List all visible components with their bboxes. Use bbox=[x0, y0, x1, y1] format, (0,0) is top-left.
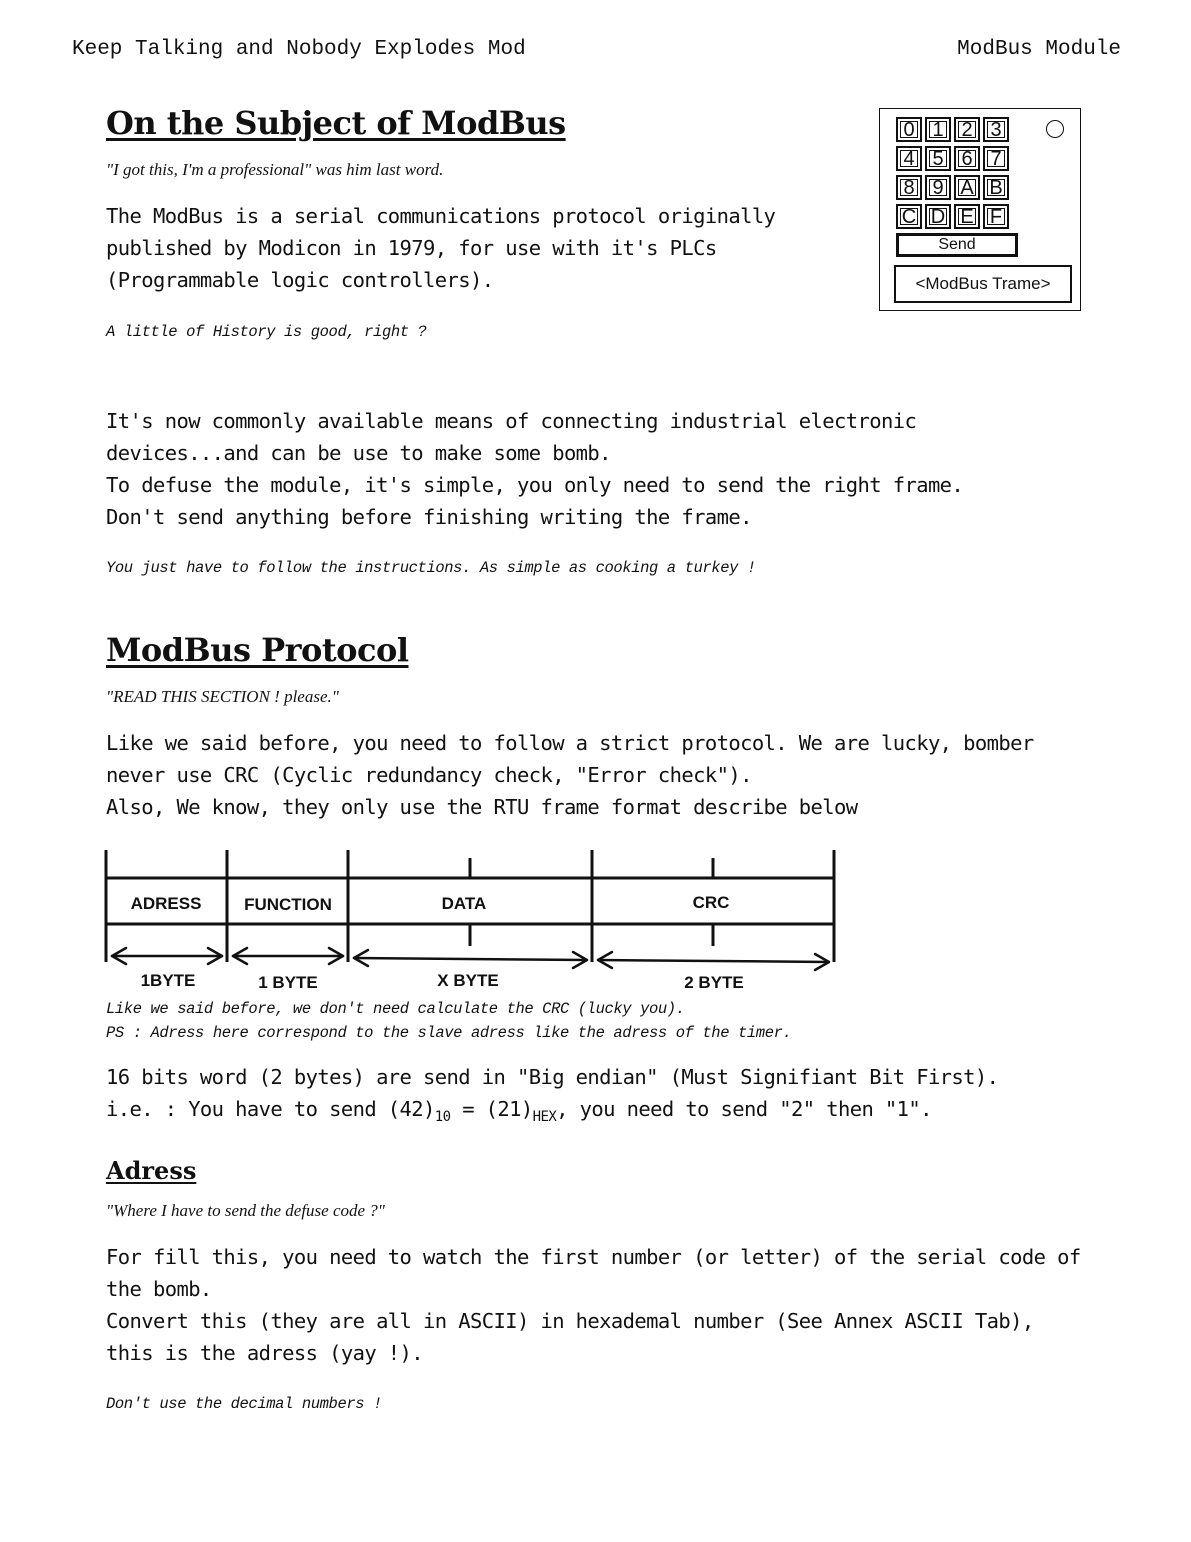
example-middle: = (21) bbox=[450, 1097, 533, 1121]
endian-line: 16 bits word (2 bytes) are send in "Big endian" (Must Signifiant Bit First). bbox=[106, 1065, 999, 1089]
section1-title: On the Subject of ModBus bbox=[106, 104, 566, 142]
key-7[interactable]: 7 bbox=[983, 146, 1009, 171]
key-b[interactable]: B bbox=[983, 175, 1009, 200]
note-line: You just have to follow the instructions. As simple as cooking a turkey ! bbox=[106, 559, 756, 577]
subscript-10: 10 bbox=[434, 1109, 451, 1126]
text-line: never use CRC (Cyclic redundancy check, "Error check"). bbox=[106, 763, 752, 787]
arrow-adress-icon bbox=[112, 948, 222, 964]
text-line: For fill this, you need to watch the first number (or letter) of the serial code of bbox=[106, 1245, 1081, 1269]
text-line: Also, We know, they only use the RTU frame format describe below bbox=[106, 795, 858, 819]
size-function: 1 BYTE bbox=[258, 973, 318, 992]
section2-endian bbox=[106, 1061, 998, 1133]
text-line: It's now commonly available means of connecting industrial electronic bbox=[106, 409, 917, 433]
field-data: DATA bbox=[441, 894, 487, 913]
key-6[interactable]: 6 bbox=[954, 146, 980, 171]
page-header bbox=[72, 34, 1121, 64]
section2-quote: "READ THIS SECTION ! please." bbox=[106, 687, 339, 706]
section2-notes bbox=[106, 997, 791, 1045]
section1-paragraph1 bbox=[106, 200, 775, 296]
size-crc: 2 BYTE bbox=[684, 973, 744, 992]
arrow-function-icon bbox=[233, 948, 343, 964]
example-suffix: , you need to send "2" then "1". bbox=[556, 1097, 932, 1121]
key-9[interactable]: 9 bbox=[925, 175, 951, 200]
section1-paragraph2 bbox=[106, 405, 963, 533]
section1-note2 bbox=[106, 556, 756, 580]
section2-paragraph bbox=[106, 727, 1034, 823]
section3-title: Adress bbox=[106, 1156, 197, 1185]
example-line bbox=[106, 1093, 998, 1133]
key-4[interactable]: 4 bbox=[896, 146, 922, 171]
text-line: To defuse the module, it's simple, you only need to send the right frame. bbox=[106, 473, 964, 497]
note-line: A little of History is good, right ? bbox=[106, 323, 427, 341]
section3-quote: "Where I have to send the defuse code ?" bbox=[106, 1201, 385, 1220]
key-a[interactable]: A bbox=[954, 175, 980, 200]
arrow-data-icon bbox=[354, 950, 587, 968]
note-line: Like we said before, we don't need calculate the CRC (lucky you). bbox=[106, 1000, 685, 1018]
section1-quote: "I got this, I'm a professional" was him last word. bbox=[106, 160, 444, 179]
key-f[interactable]: F bbox=[983, 204, 1009, 229]
arrow-crc-icon bbox=[598, 952, 829, 970]
field-adress: ADRESS bbox=[130, 894, 202, 913]
text-line: Don't send anything before finishing writing the frame. bbox=[106, 505, 752, 529]
text-line: Like we said before, you need to follow a strict protocol. We are lucky, bomber bbox=[106, 731, 1034, 755]
section3-note bbox=[106, 1392, 382, 1416]
text-line: devices...and can be use to make some bomb. bbox=[106, 441, 611, 465]
status-led-icon bbox=[1046, 120, 1064, 138]
note-line: PS : Adress here correspond to the slave adress like the adress of the timer. bbox=[106, 1024, 792, 1042]
text-line: Convert this (they are all in ASCII) in hexademal number (See Annex ASCII Tab), bbox=[106, 1309, 1034, 1333]
section1-note1 bbox=[106, 320, 426, 344]
key-1[interactable]: 1 bbox=[925, 117, 951, 142]
send-button[interactable]: Send bbox=[896, 233, 1018, 257]
header-right: ModBus Module bbox=[957, 37, 1121, 61]
text-line: (Programmable logic controllers). bbox=[106, 268, 494, 292]
size-data: X BYTE bbox=[437, 971, 499, 990]
header-left: Keep Talking and Nobody Explodes Mod bbox=[72, 37, 526, 61]
section3-paragraph bbox=[106, 1241, 1081, 1369]
modbus-module-illustration bbox=[879, 108, 1081, 311]
example-prefix: i.e. : You have to send (42) bbox=[106, 1097, 435, 1121]
rtu-frame-diagram bbox=[104, 846, 844, 996]
note-line: Don't use the decimal numbers ! bbox=[106, 1395, 382, 1413]
text-line: published by Modicon in 1979, for use with it's PLCs bbox=[106, 236, 717, 260]
key-2[interactable]: 2 bbox=[954, 117, 980, 142]
subscript-hex: HEX bbox=[532, 1109, 557, 1126]
key-e[interactable]: E bbox=[954, 204, 980, 229]
key-0[interactable]: 0 bbox=[896, 117, 922, 142]
trame-display: <ModBus Trame> bbox=[894, 265, 1072, 303]
key-5[interactable]: 5 bbox=[925, 146, 951, 171]
text-line: the bomb. bbox=[106, 1277, 212, 1301]
field-function: FUNCTION bbox=[244, 895, 332, 914]
key-d[interactable]: D bbox=[925, 204, 951, 229]
section2-title: ModBus Protocol bbox=[106, 631, 409, 669]
key-c[interactable]: C bbox=[896, 204, 922, 229]
text-line: The ModBus is a serial communications protocol originally bbox=[106, 204, 776, 228]
key-8[interactable]: 8 bbox=[896, 175, 922, 200]
keypad bbox=[896, 117, 1009, 229]
field-crc: CRC bbox=[692, 893, 730, 912]
key-3[interactable]: 3 bbox=[983, 117, 1009, 142]
size-adress: 1BYTE bbox=[140, 971, 196, 990]
text-line: this is the adress (yay !). bbox=[106, 1341, 424, 1365]
